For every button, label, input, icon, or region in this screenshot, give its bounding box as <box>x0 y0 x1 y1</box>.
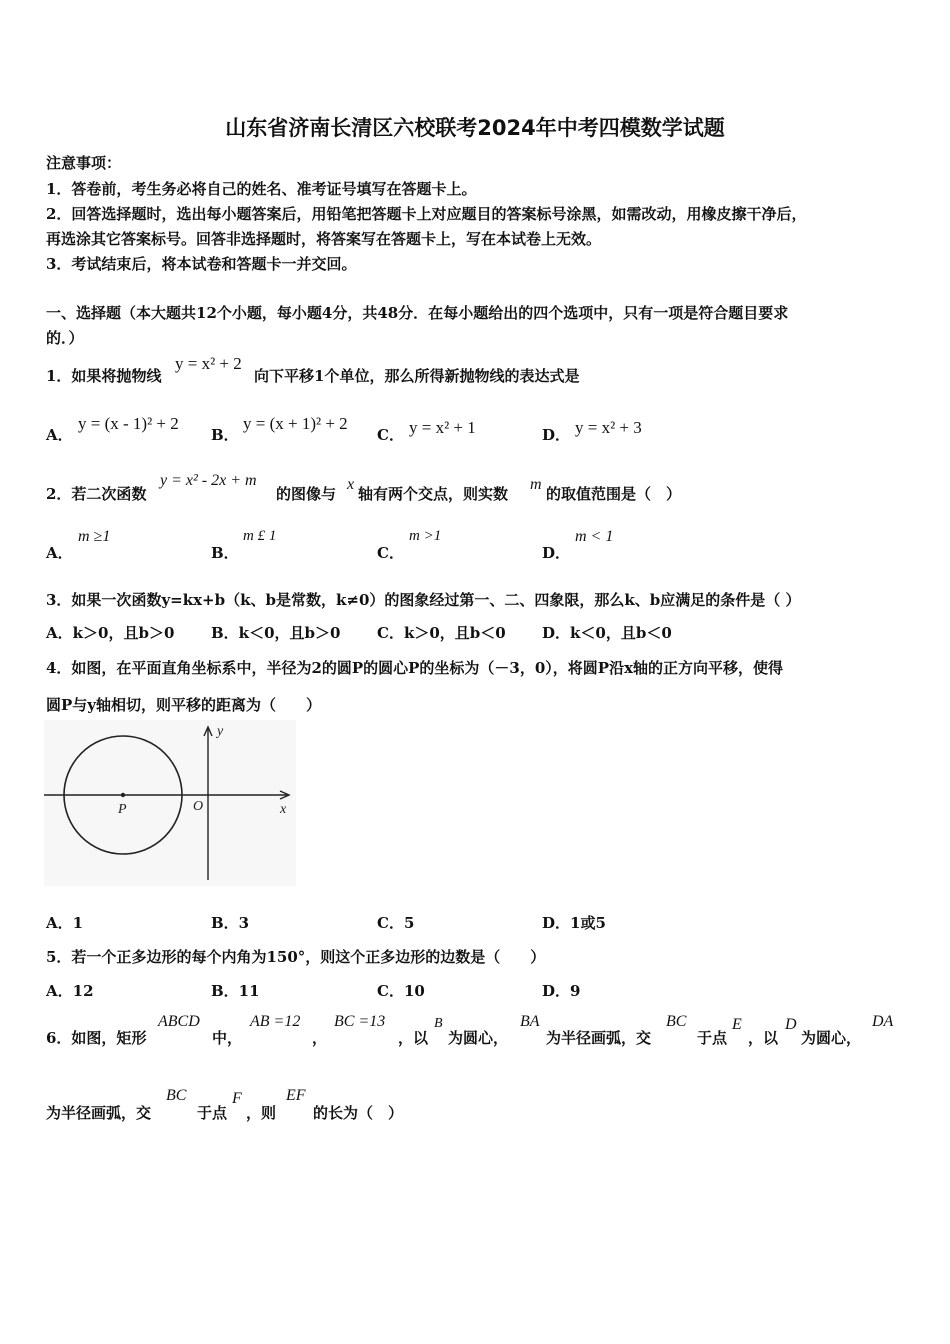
notice-heading: 注意事项： <box>46 154 122 172</box>
q2-option-a: m ≥1 <box>78 528 111 545</box>
q2-formula: y = x² - 2x + m <box>160 472 257 489</box>
q6-text: 为圆心， <box>801 1029 862 1047</box>
q6-text: ，以 <box>398 1029 429 1047</box>
q6-da: DA <box>872 1013 894 1030</box>
q4-option-c: C．5 <box>377 914 415 932</box>
q2-option-c: m >1 <box>409 528 442 544</box>
q5-option-a: A．12 <box>46 982 94 1000</box>
q4-option-a: A．1 <box>46 914 84 932</box>
q4-text-cont: 圆P与y轴相切，则平移的距离为（ ） <box>46 696 321 714</box>
label-origin: O <box>193 799 204 814</box>
q1-suffix: 向下平移1个单位，那么所得新抛物线的表达式是 <box>254 367 580 385</box>
q2-var-m: m <box>530 476 542 493</box>
q6-bc-3: BC <box>166 1087 187 1104</box>
q1-option-a-label: A． <box>46 426 73 444</box>
q2-option-a-label: A． <box>46 544 73 562</box>
q6-text: 于点 <box>697 1029 728 1047</box>
section-heading-cont: 的．） <box>46 329 84 347</box>
notice-item: 3．考试结束后，将本试卷和答题卡一并交回。 <box>46 255 357 273</box>
q1-option-d-label: D． <box>542 426 571 444</box>
notice-item: 2．回答选择题时，选出每小题答案后，用铅笔把答题卡上对应题目的答案标号涂黑，如需改动，用橡皮擦干净后， <box>46 205 807 223</box>
notice-item: 1．答卷前，考生务必将自己的姓名、准考证号填写在答题卡上。 <box>46 180 477 198</box>
q4-figure <box>44 720 296 886</box>
q6-text-cont: 为半径画弧，交 <box>46 1104 152 1122</box>
q2-var-x: x <box>347 476 355 493</box>
q6-ba: BA <box>520 1013 540 1030</box>
q1-formula: y = x² + 2 <box>175 354 242 373</box>
q2-option-b: m £ 1 <box>243 528 277 544</box>
q5-option-c: C．10 <box>377 982 425 1000</box>
q1-option-c: y = x² + 1 <box>409 418 476 437</box>
q3-text: 3．如果一次函数y=kx+b（k、b是常数，k≠0）的图象经过第一、二、四象限，那么k、b应满足的条件是（ ） <box>46 591 801 609</box>
q4-text: 4．如图，在平面直角坐标系中，半径为2的圆P的圆心P的坐标为（－3，0），将圆P沿x轴的正方向平移，使得 <box>46 659 784 677</box>
label-x: x <box>280 802 287 817</box>
q3-option-b: B．k＜0，且b＞0 <box>211 624 341 642</box>
q6-point-b: B <box>434 1016 443 1031</box>
q4-option-d: D．1或5 <box>542 914 606 932</box>
q6-text: 中， <box>212 1029 243 1047</box>
page-title: 山东省济南长清区六校联考2024年中考四模数学试题 <box>225 116 725 140</box>
q6-text: 于点 <box>197 1104 228 1122</box>
notice-item: 再选涂其它答案标号。回答非选择题时，将答案写在答题卡上，写在本试卷上无效。 <box>46 230 602 248</box>
q1-prefix: 1．如果将抛物线 <box>46 367 162 385</box>
q2-text: 轴有两个交点，则实数 <box>358 485 509 503</box>
section-heading: 一、选择题（本大题共12个小题，每小题4分，共48分．在每小题给出的四个选项中，只有一项是符合题目要求 <box>46 304 789 322</box>
q6-point-e: E <box>732 1016 742 1033</box>
q6-bc: BC =13 <box>334 1013 386 1030</box>
q1-option-c-label: C． <box>377 426 404 444</box>
q6-text: ， <box>312 1029 328 1047</box>
q2-text: 的图像与 <box>276 485 337 503</box>
q6-text: 为圆心， <box>448 1029 509 1047</box>
q5-text: 5．若一个正多边形的每个内角为150°，则这个正多边形的边数是（ ） <box>46 948 546 966</box>
q1-option-b: y = (x + 1)² + 2 <box>243 414 348 433</box>
q5-option-d: D．9 <box>542 982 581 1000</box>
q6-text: ，以 <box>748 1029 779 1047</box>
q1-option-d: y = x² + 3 <box>575 418 642 437</box>
q2-option-d-label: D． <box>542 544 571 562</box>
q1-option-b-label: B． <box>211 426 239 444</box>
q2-option-c-label: C． <box>377 544 404 562</box>
q6-suffix: 的长为（ ） <box>313 1104 404 1122</box>
q6-point-d: D <box>785 1016 797 1033</box>
q2-prefix: 2．若二次函数 <box>46 485 147 503</box>
q6-prefix: 6．如图，矩形 <box>46 1029 147 1047</box>
q4-option-b: B．3 <box>211 914 250 932</box>
q1-option-a: y = (x - 1)² + 2 <box>78 414 179 433</box>
q2-suffix: 的取值范围是（ ） <box>546 485 682 503</box>
q6-ef: EF <box>286 1087 306 1104</box>
q3-option-d: D．k＜0，且b＜0 <box>542 624 672 642</box>
q2-option-d: m < 1 <box>575 528 614 545</box>
q5-option-b: B．11 <box>211 982 260 1000</box>
q6-text: 为半径画弧，交 <box>546 1029 652 1047</box>
q6-point-f: F <box>232 1090 242 1107</box>
label-p: P <box>118 802 127 817</box>
figure-background <box>44 720 296 886</box>
center-point <box>121 793 125 797</box>
q6-text: ，则 <box>246 1104 277 1122</box>
q6-ab: AB =12 <box>250 1013 301 1030</box>
q3-option-c: C．k＞0，且b＜0 <box>377 624 506 642</box>
q6-bc-2: BC <box>666 1013 687 1030</box>
q2-option-b-label: B． <box>211 544 239 562</box>
q6-rect: ABCD <box>158 1013 200 1030</box>
label-y: y <box>217 724 224 739</box>
q3-option-a: A．k＞0，且b＞0 <box>46 624 175 642</box>
